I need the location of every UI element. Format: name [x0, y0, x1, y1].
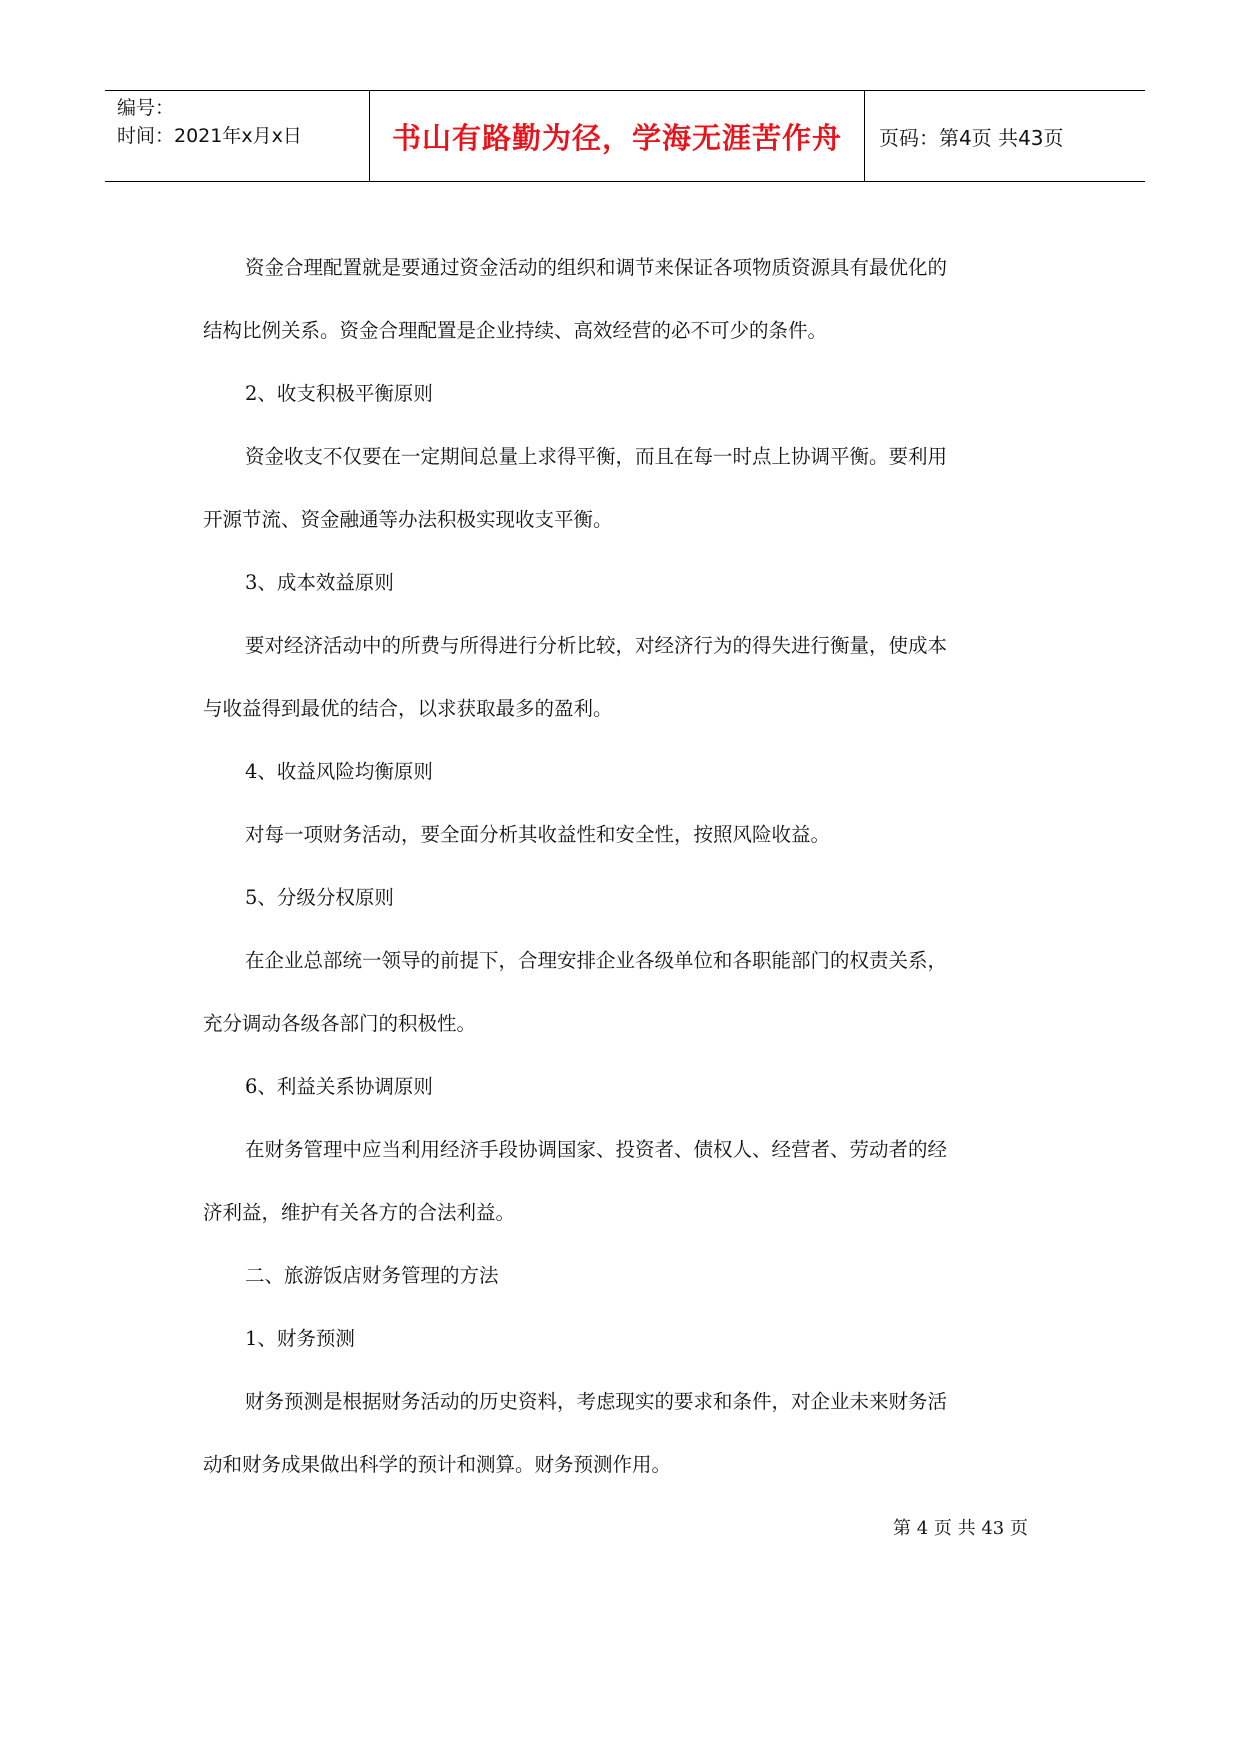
body-paragraph: 资金合理配置就是要通过资金活动的组织和调节来保证各项物质资源具有最优化的 [245, 256, 948, 279]
body-paragraph: 与收益得到最优的结合，以求获取最多的盈利。 [203, 697, 613, 720]
header-motto: 书山有路勤为径，学海无涯苦作舟 [370, 91, 865, 181]
document-time-label: 时间：2021年x月x日 [117, 125, 302, 147]
section-heading: 2、收支积极平衡原则 [245, 382, 433, 405]
body-paragraph: 资金收支不仅要在一定期间总量上求得平衡，而且在每一时点上协调平衡。要利用 [245, 445, 948, 468]
page-footer: 第 4 页 共 43 页 [893, 1518, 1028, 1539]
section-heading: 4、收益风险均衡原则 [245, 760, 433, 783]
body-paragraph: 结构比例关系。资金合理配置是企业持续、高效经营的必不可少的条件。 [203, 319, 828, 342]
body-paragraph: 财务预测是根据财务活动的历史资料，考虑现实的要求和条件，对企业未来财务活 [245, 1390, 948, 1413]
body-paragraph: 开源节流、资金融通等办法积极实现收支平衡。 [203, 508, 613, 531]
section-heading: 6、利益关系协调原则 [245, 1075, 433, 1098]
section-heading: 3、成本效益原则 [245, 571, 394, 594]
body-paragraph: 对每一项财务活动，要全面分析其收益性和安全性，按照风险收益。 [245, 823, 831, 846]
body-paragraph: 济利益，维护有关各方的合法利益。 [203, 1201, 516, 1224]
body-paragraph: 充分调动各级各部门的积极性。 [203, 1012, 477, 1035]
header-page-code: 页码：第4页 共43页 [879, 125, 1064, 150]
header-meta [105, 91, 370, 181]
body-paragraph: 动和财务成果做出科学的预计和测算。财务预测作用。 [203, 1453, 672, 1476]
body-paragraph: 在财务管理中应当利用经济手段协调国家、投资者、债权人、经营者、劳动者的经 [245, 1138, 948, 1161]
body-paragraph: 在企业总部统一领导的前提下，合理安排企业各级单位和各职能部门的权责关系， [245, 949, 948, 972]
body-paragraph: 要对经济活动中的所费与所得进行分析比较，对经济行为的得失进行衡量，使成本 [245, 634, 948, 657]
document-body [203, 236, 1055, 1496]
document-number-label: 编号： [117, 97, 175, 119]
page-header [105, 90, 1145, 182]
section-heading: 1、财务预测 [245, 1327, 355, 1350]
section-heading: 5、分级分权原则 [245, 886, 394, 909]
chapter-heading: 二、旅游饭店财务管理的方法 [245, 1264, 499, 1287]
